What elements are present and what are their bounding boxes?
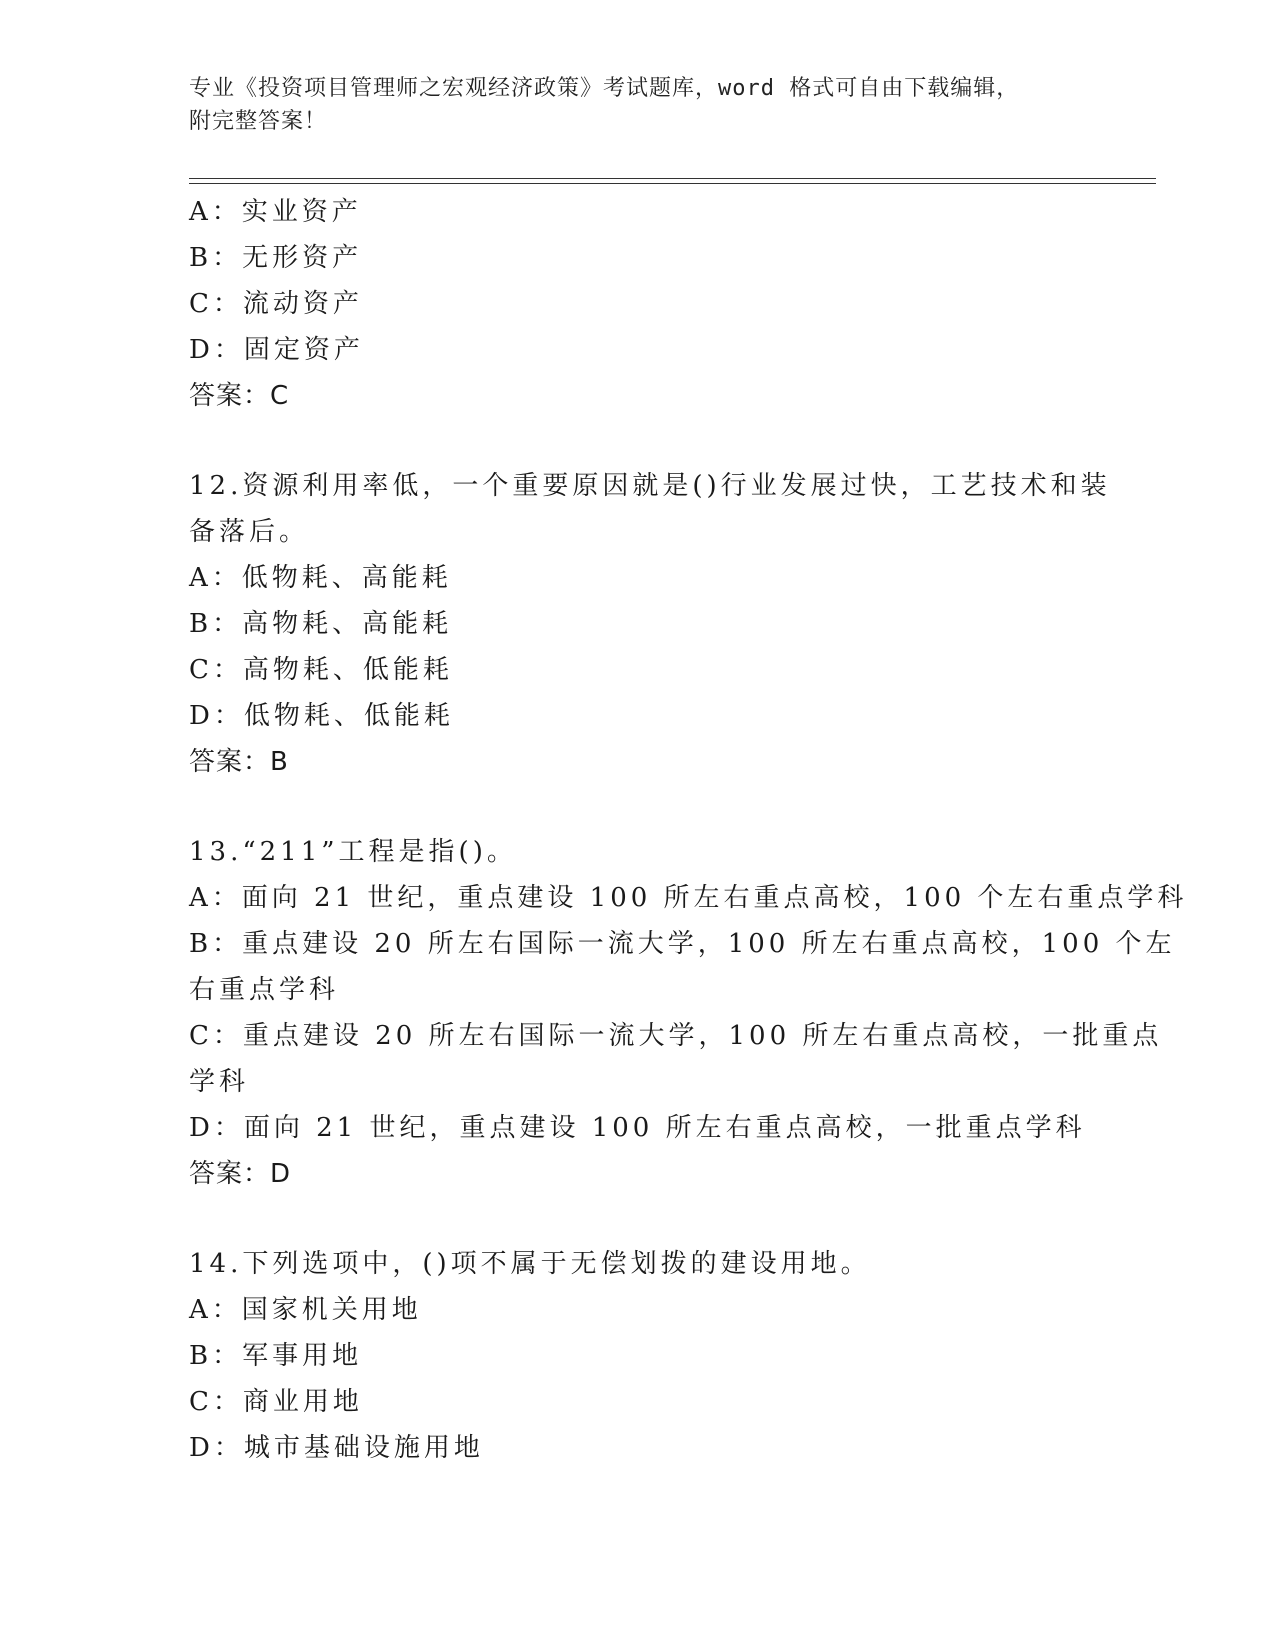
question-stem: 13.“211”工程是指()。 [189,837,517,867]
answer: 答案：C [189,381,290,411]
option-d: D：低物耗、低能耗 [189,701,454,731]
header-line-2: 附完整答案！ [189,109,328,134]
document-header [189,72,1069,138]
answer: 答案：D [189,1159,292,1189]
option-a: A：国家机关用地 [189,1295,422,1325]
question-list [189,189,1188,1471]
option-c: C：重点建设 20 所左右国际一流大学，100 所左右重点高校，一批重点 [189,1021,1163,1051]
header-divider-top [189,178,1156,179]
option-c: C：高物耗、低能耗 [189,655,453,685]
option-a: A：实业资产 [189,197,362,227]
option-b: B：军事用地 [189,1341,363,1371]
option-d: D：面向 21 世纪，重点建设 100 所左右重点高校，一批重点学科 [189,1113,1086,1143]
question-12 [189,463,1111,785]
header-line-1: 专业《投资项目管理师之宏观经济政策》考试题库，word 格式可自由下载编辑， [189,76,1020,101]
answer: 答案：B [189,747,289,777]
question-13 [189,829,1188,1197]
option-c-continued: 学科 [189,1067,250,1097]
option-c: C：流动资产 [189,289,363,319]
option-b: B：重点建设 20 所左右国际一流大学，100 所左右重点高校，100 个左 [189,929,1176,959]
header-divider-bottom [189,183,1156,184]
question-stem: 12.资源利用率低，一个重要原因就是()行业发展过快，工艺技术和装 [189,471,1111,501]
option-c: C：商业用地 [189,1387,363,1417]
option-b-continued: 右重点学科 [189,975,340,1005]
option-b: B：无形资产 [189,243,363,273]
question-14 [189,1241,1089,1471]
question-11 [189,189,1089,419]
option-a: A：面向 21 世纪，重点建设 100 所左右重点高校，100 个左右重点学科 [189,883,1188,913]
question-stem-continued: 备落后。 [189,517,310,547]
question-stem: 14.下列选项中，()项不属于无偿划拨的建设用地。 [189,1249,871,1279]
option-a: A：低物耗、高能耗 [189,563,452,593]
option-d: D：固定资产 [189,335,364,365]
option-d: D：城市基础设施用地 [189,1433,484,1463]
option-b: B：高物耗、高能耗 [189,609,453,639]
